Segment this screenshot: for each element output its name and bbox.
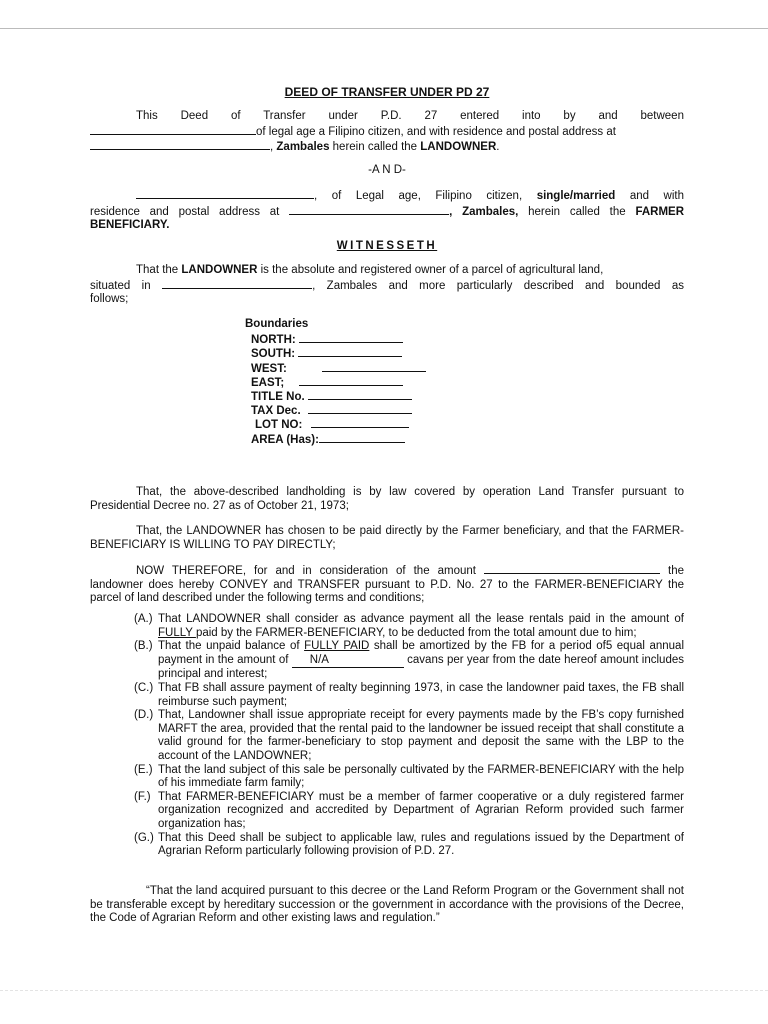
owner-paragraph — [90, 264, 684, 307]
beneficiary-line-2 — [90, 204, 684, 220]
boundary-label: EAST; — [251, 376, 285, 389]
term-text-part: paid by the FARMER-BENEFICIARY, to be deducted from the total amount due to him; — [195, 626, 637, 639]
boundaries-section — [245, 318, 485, 446]
intro-word: Transfer — [263, 110, 306, 122]
term-text: That the land subject of this sale be personally cultivated by the FARMER-BENEFICIARY with the help of his immediate farm family; — [158, 763, 684, 790]
beneficiary-label: BENEFICIARY. — [90, 219, 170, 232]
boundary-west — [245, 361, 485, 375]
beneficiary-line-3 — [90, 219, 684, 233]
term-letter: (C.) — [134, 681, 154, 694]
chosen-paragraph: That, the LANDOWNER has chosen to be paid directly by the Farmer beneficiary, and that the FARMER-BENEFICIARY IS WILLING TO PAY DIRECTLY; — [90, 525, 684, 551]
boundary-label: LOT NO: — [255, 419, 303, 432]
term-letter: (E.) — [134, 763, 153, 776]
term-letter: (G.) — [134, 831, 154, 844]
term-letter: (F.) — [134, 790, 151, 803]
beneficiary-name-blank[interactable] — [136, 188, 314, 199]
intro-word: This — [136, 110, 158, 122]
term-letter: (A.) — [134, 613, 153, 625]
term-item-c — [134, 682, 684, 709]
period: . — [496, 141, 500, 154]
term-item-d — [134, 709, 684, 763]
boundary-label: TAX Dec. — [251, 405, 301, 418]
term-text-part: cavans per year from the date hereof amount includes principal and interest; — [158, 653, 684, 681]
boundary-blank[interactable] — [299, 332, 403, 343]
boundary-tax-dec — [245, 403, 485, 417]
term-item-e — [134, 764, 684, 791]
boundary-blank[interactable] — [311, 417, 409, 428]
boundary-label: NORTH: — [251, 334, 296, 347]
consideration-text: the — [668, 565, 684, 577]
landowner-label: LANDOWNER — [420, 141, 497, 154]
boundary-east — [245, 375, 485, 389]
intro-line-1 — [90, 110, 684, 124]
intro-word: and — [598, 110, 618, 122]
beneficiary-line-1 — [90, 188, 684, 204]
boundary-north — [245, 332, 485, 346]
witnesseth-text: WITNESSETH — [336, 240, 438, 252]
fully-paid-underlined: FULLY PAID — [304, 640, 370, 653]
terms-list — [134, 613, 684, 859]
farmer-label: FARMER — [635, 205, 684, 218]
landowner-address-blank[interactable] — [90, 139, 270, 150]
term-item-b — [134, 640, 684, 682]
comma: , — [270, 141, 274, 154]
zambales-text: Zambales — [276, 141, 330, 154]
intro-paragraph — [90, 110, 684, 155]
consideration-paragraph — [90, 563, 684, 606]
top-rule — [0, 28, 768, 29]
term-text-part: That LANDOWNER shall consider as advance payment all the lease rentals paid in the amount of — [158, 613, 684, 625]
boundary-blank[interactable] — [299, 375, 403, 386]
term-letter: (B.) — [134, 640, 153, 653]
term-item-a — [134, 613, 684, 640]
intro-word: 27 — [424, 110, 438, 122]
witnesseth-heading — [90, 240, 684, 254]
location-blank[interactable] — [162, 278, 312, 289]
consideration-text: NOW THEREFORE, for and in consideration of the amount — [136, 565, 476, 577]
consideration-text: landowner does hereby CONVEY and TRANSFER pursuant to P.D. No. 27 to the FARMER-BENEFICIARY the parcel of land described under the following terms and conditions; — [90, 578, 684, 605]
term-text: That FB shall assure payment of realty beginning 1973, in case the landowner paid taxes, the FB shall reimburse such payment; — [158, 681, 684, 708]
owner-line-1 — [90, 264, 684, 278]
term-text-part: shall be amortized by the FB for a period of5 equal annual payment in the amount of — [158, 640, 684, 666]
boundary-title-no — [245, 389, 485, 403]
owner-text: , Zambales and more particularly described and bounded as — [312, 279, 684, 292]
intro-line-2 — [90, 124, 684, 140]
owner-text: is the absolute and registered owner of a parcel of agricultural land, — [257, 264, 604, 276]
owner-text: That the — [136, 264, 182, 276]
intro-word: into — [522, 110, 541, 122]
cavans-amount-field[interactable]: N/A — [292, 654, 404, 669]
term-text — [158, 640, 684, 682]
zambales-text: , Zambales, — [449, 205, 519, 218]
term-item-g — [134, 832, 684, 859]
term-letter: (D.) — [134, 709, 154, 722]
intro-word: entered — [460, 110, 500, 122]
closing-quote: “That the land acquired pursuant to this decree or the Land Reform Program or the Government shall not be transferable except by hereditary succession or the government in accordance with the provisions of the Decree, the Code of Agrarian Reform and other existing laws and regulation.” — [90, 885, 684, 925]
scan-artifact-line — [0, 990, 768, 993]
single-married-label: single/married — [536, 190, 616, 202]
beneficiary-paragraph — [90, 188, 684, 233]
intro-line-3 — [90, 139, 684, 155]
boundary-south — [245, 346, 485, 360]
owner-line-2 — [90, 278, 684, 294]
landowner-name-blank[interactable] — [90, 124, 256, 135]
term-item-f — [134, 791, 684, 832]
boundary-label: TITLE No. — [251, 390, 305, 403]
term-text: That this Deed shall be subject to applicable law, rules and regulations issued by the Department of Agrarian Reform particularly following provision of P.D. 27. — [158, 831, 684, 858]
term-text-part: That the unpaid balance of — [158, 640, 305, 653]
and-separator: -A N D- — [368, 164, 406, 176]
boundary-label: SOUTH: — [251, 348, 296, 361]
amount-blank[interactable] — [484, 563, 660, 574]
boundary-blank[interactable] — [319, 432, 405, 443]
owner-line-3: follows; — [90, 293, 129, 306]
intro-word: between — [640, 110, 684, 122]
intro-word: P.D. — [380, 110, 402, 122]
covered-paragraph: That, the above-described landholding is by law covered by operation Land Transfer pursuant to Presidential Decree no. 27 as of October 21, 1973; — [90, 486, 684, 512]
boundary-blank[interactable] — [308, 403, 412, 414]
landowner-label: LANDOWNER — [181, 264, 258, 276]
fully-underlined: FULLY — [158, 626, 196, 639]
term-text: That FARMER-BENEFICIARY must be a member of farmer cooperative or a duly registered farmer organization recognized and accredited by Department of Agrarian Reform provided such farmer organization has; — [158, 790, 684, 830]
boundaries-heading: Boundaries — [245, 318, 309, 330]
boundary-label: AREA (Has): — [251, 433, 319, 446]
intro-word: Deed — [180, 110, 209, 122]
beneficiary-address-blank[interactable] — [289, 204, 449, 215]
boundary-blank[interactable] — [308, 389, 412, 400]
boundary-blank[interactable] — [298, 346, 402, 357]
term-text — [158, 613, 684, 640]
document-title: DEED OF TRANSFER UNDER PD 27 — [284, 85, 490, 99]
boundary-lot-no — [245, 417, 485, 431]
boundary-area — [245, 432, 485, 446]
beneficiary-text: residence and postal address at — [90, 205, 280, 218]
term-text: That, Landowner shall issue appropriate receipt for every payments made by the FB’s copy furnished MARFT the area, provided that the rental paid to the landowner be issued receipt that shall constitute a valid ground for the farmer-beneficiary to stop payment and deposit the same with the LBP to the account of the LANDOWNER; — [158, 709, 684, 762]
intro-text: of legal age a Filipino citizen, and with residence and postal address at — [256, 125, 616, 138]
comma: , — [314, 190, 318, 202]
beneficiary-text: of Legal age, Filipino citizen, — [331, 190, 523, 202]
consideration-line-1 — [90, 563, 684, 579]
intro-text: herein called the — [329, 141, 421, 154]
boundary-blank[interactable] — [322, 361, 426, 372]
intro-word: under — [328, 110, 358, 122]
boundary-label: WEST: — [251, 362, 287, 375]
beneficiary-text: herein called the — [528, 205, 626, 218]
owner-text: situated in — [90, 279, 151, 292]
beneficiary-text: and with — [629, 190, 685, 202]
intro-word: of — [230, 110, 241, 122]
intro-word: by — [563, 110, 576, 122]
